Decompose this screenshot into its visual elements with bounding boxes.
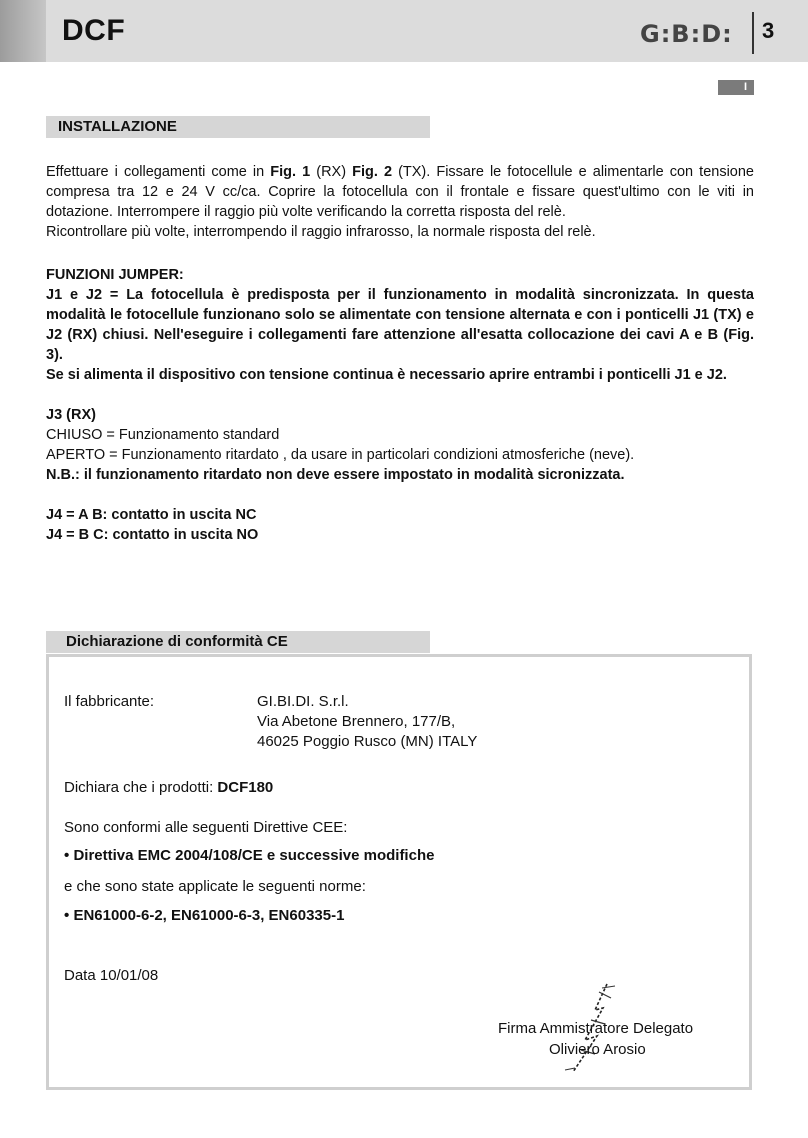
installazione-body bbox=[46, 162, 754, 242]
jumper-title: FUNZIONI JUMPER: bbox=[46, 267, 184, 283]
address-line-1: Via Abetone Brennero, 177/B, bbox=[257, 713, 456, 730]
directive: Direttiva EMC 2004/108/CE e successive modifiche bbox=[73, 847, 435, 864]
manufacturer-name: GI.BI.DI. S.r.l. bbox=[257, 693, 349, 710]
ce-heading: Dichiarazione di conformità CE bbox=[46, 631, 430, 653]
bullet: • bbox=[64, 847, 70, 864]
declares-prefix: Dichiara che i prodotti: bbox=[64, 779, 218, 796]
fig2-ref: Fig. 2 bbox=[352, 164, 393, 180]
norms-line bbox=[64, 906, 344, 926]
manufacturer-block bbox=[257, 692, 477, 752]
brand-logo: G:B:D: bbox=[640, 20, 733, 48]
installazione-paragraph-2: Ricontrollare più volte, interrompendo il raggio infrarosso, la normale risposta del relè. bbox=[46, 224, 596, 240]
para-text: (RX) bbox=[310, 164, 353, 180]
date: Data 10/01/08 bbox=[64, 967, 159, 984]
para-text: Effettuare i collegamenti come in bbox=[46, 164, 271, 180]
address-line-2: 46025 Poggio Rusco (MN) ITALY bbox=[257, 733, 478, 750]
product-code: DCF180 bbox=[217, 779, 274, 796]
j4-bc: J4 = B C: contatto in uscita NO bbox=[46, 527, 259, 543]
page-number: 3 bbox=[762, 18, 775, 43]
norms-text: e che sono state applicate le seguenti norme: bbox=[64, 878, 366, 895]
j1-j2-description: J1 e J2 = La fotocellula è predisposta per il funzionamento in modalità sincronizzata. In questa modalità le fotocellule funzionano solo se alimentate con tensione alternata e con i ponticelli J1 (TX) e J2 (RX) chiusi. Nell'eseguire i collegamenti fare attenzione all'esatta collocazione dei cavi A e B (Fig. 3). bbox=[46, 287, 754, 363]
directive-line bbox=[64, 846, 434, 866]
manufacturer-label: Il fabbricante: bbox=[64, 693, 155, 710]
conform-text: Sono conformi alle seguenti Direttive CEE: bbox=[64, 819, 348, 836]
j3-title: J3 (RX) bbox=[46, 407, 96, 423]
para-text: (TX). Fissare le fotocellule e alimentarle con tensione compresa tra 12 e 24 V cc/ca. Coprire la fotocellula con il frontale e fissare quest'ultimo con le viti in dotazione. Interrompere il raggio più volte verificando la corretta risposta del relè. bbox=[46, 164, 754, 220]
bullet: • bbox=[64, 907, 70, 924]
jumper-section bbox=[46, 265, 754, 545]
header-separator bbox=[752, 12, 754, 54]
norms: EN61000-6-2, EN61000-6-3, EN60335-1 bbox=[73, 907, 345, 924]
j3-chiuso: CHIUSO = Funzionamento standard bbox=[46, 427, 280, 443]
j3-aperto: APERTO = Funzionamento ritardato , da usare in particolari condizioni atmosferiche (neve). bbox=[46, 447, 635, 463]
model-title: DCF bbox=[62, 14, 126, 47]
header-tab bbox=[0, 0, 46, 62]
declares-line bbox=[64, 778, 273, 798]
installazione-heading: INSTALLAZIONE bbox=[46, 116, 430, 138]
dc-note: Se si alimenta il dispositivo con tensione continua è necessario aprire entrambi i ponticelli J1 e J2. bbox=[46, 367, 727, 383]
nb-note: N.B.: il funzionamento ritardato non deve essere impostato in modalità sicronizzata. bbox=[46, 467, 625, 483]
signature-role: Firma Ammistratore Delegato bbox=[498, 1020, 694, 1037]
j4-ab: J4 = A B: contatto in uscita NC bbox=[46, 507, 257, 523]
installazione-paragraph-1 bbox=[46, 162, 754, 222]
signature-name: Oliviero Arosio bbox=[549, 1041, 646, 1058]
fig1-ref: Fig. 1 bbox=[270, 164, 311, 180]
language-badge: I bbox=[718, 80, 754, 95]
